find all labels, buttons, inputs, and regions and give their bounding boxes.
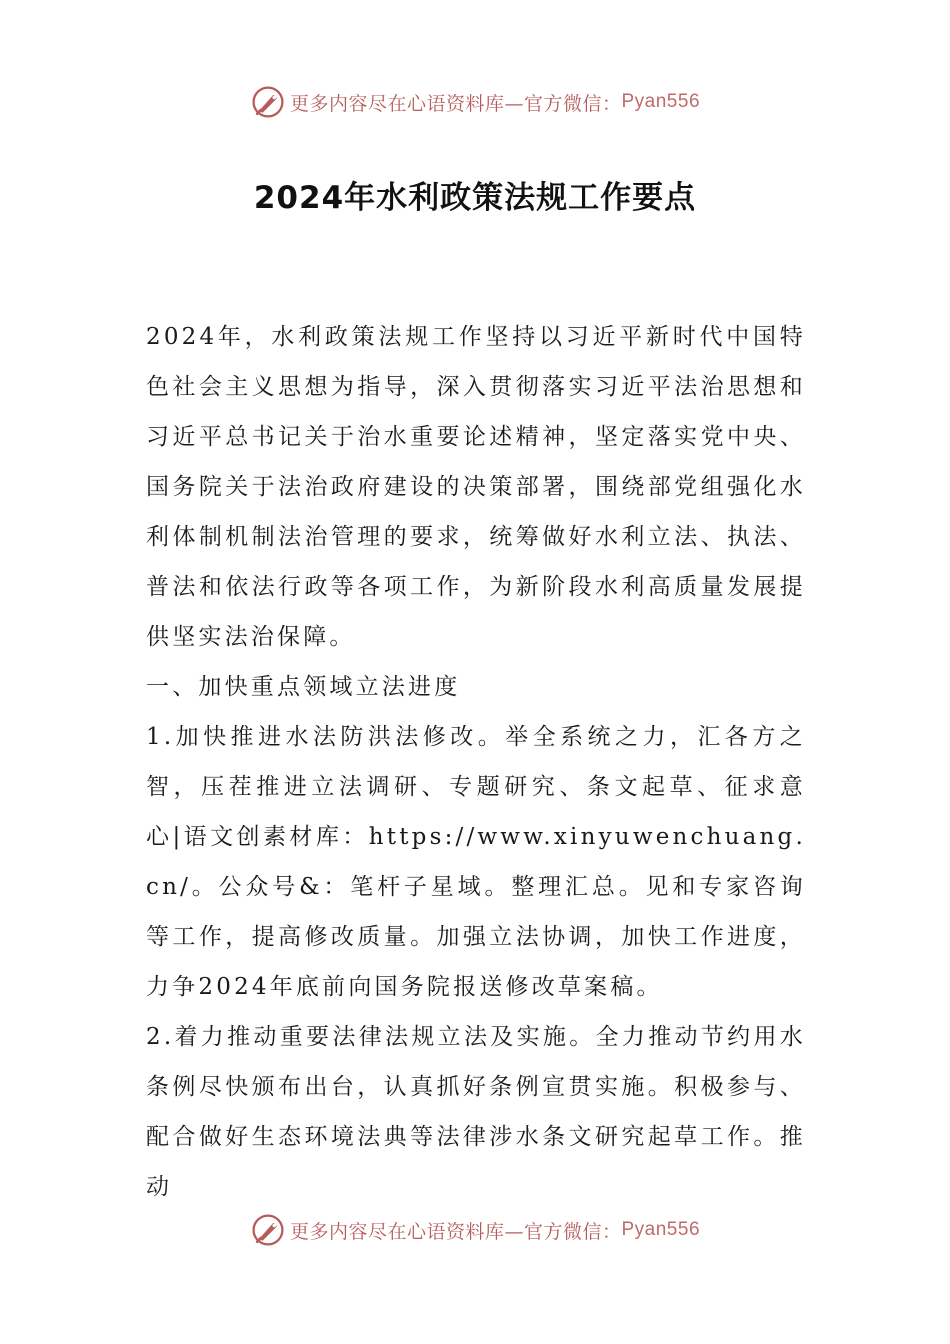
pen-nib-logo-icon: [250, 1212, 286, 1248]
section-heading: 一、加快重点领域立法进度: [146, 674, 461, 700]
pen-nib-logo-icon: [250, 84, 286, 120]
header-banner: [0, 82, 950, 122]
banner-wechat-id: Pyan556: [621, 1219, 701, 1240]
paragraph-item-1: 1.加快推进水法防洪法修改。举全系统之力，汇各方之智，压茬推进立法调研、专题研究、条文起草、征求意心|语文创素材库：https://www.xinyuwenchuang.cn/。公众号&：笔杆子星域。整理汇总。见和专家咨询等工作，提高修改质量。加强立法协调，加快工作进度，力争2024年底前向国务院报送修改草案稿。: [146, 724, 806, 1000]
banner-wechat-id: Pyan556: [621, 91, 701, 112]
document-body: [146, 312, 806, 1212]
document-title: 2024年水利政策法规工作要点: [253, 180, 697, 216]
paragraph-intro: 2024年，水利政策法规工作坚持以习近平新时代中国特色社会主义思想为指导，深入贯彻落实习近平法治思想和习近平总书记关于治水重要论述精神，坚定落实党中央、国务院关于法治政府建设的决策部署，围绕部党组强化水利体制机制法治管理的要求，统筹做好水利立法、执法、普法和依法行政等各项工作，为新阶段水利高质量发展提供坚实法治保障。: [146, 324, 806, 650]
paragraph-item-2: 2.着力推动重要法律法规立法及实施。全力推动节约用水条例尽快颁布出台，认真抓好条例宣贯实施。积极参与、配合做好生态环境法典等法律涉水条文研究起草工作。推动: [146, 1024, 806, 1200]
banner-text: 更多内容尽在心语资料库—官方微信：: [289, 1220, 622, 1243]
banner-text: 更多内容尽在心语资料库—官方微信：: [289, 92, 622, 115]
footer-banner: [0, 1210, 950, 1250]
